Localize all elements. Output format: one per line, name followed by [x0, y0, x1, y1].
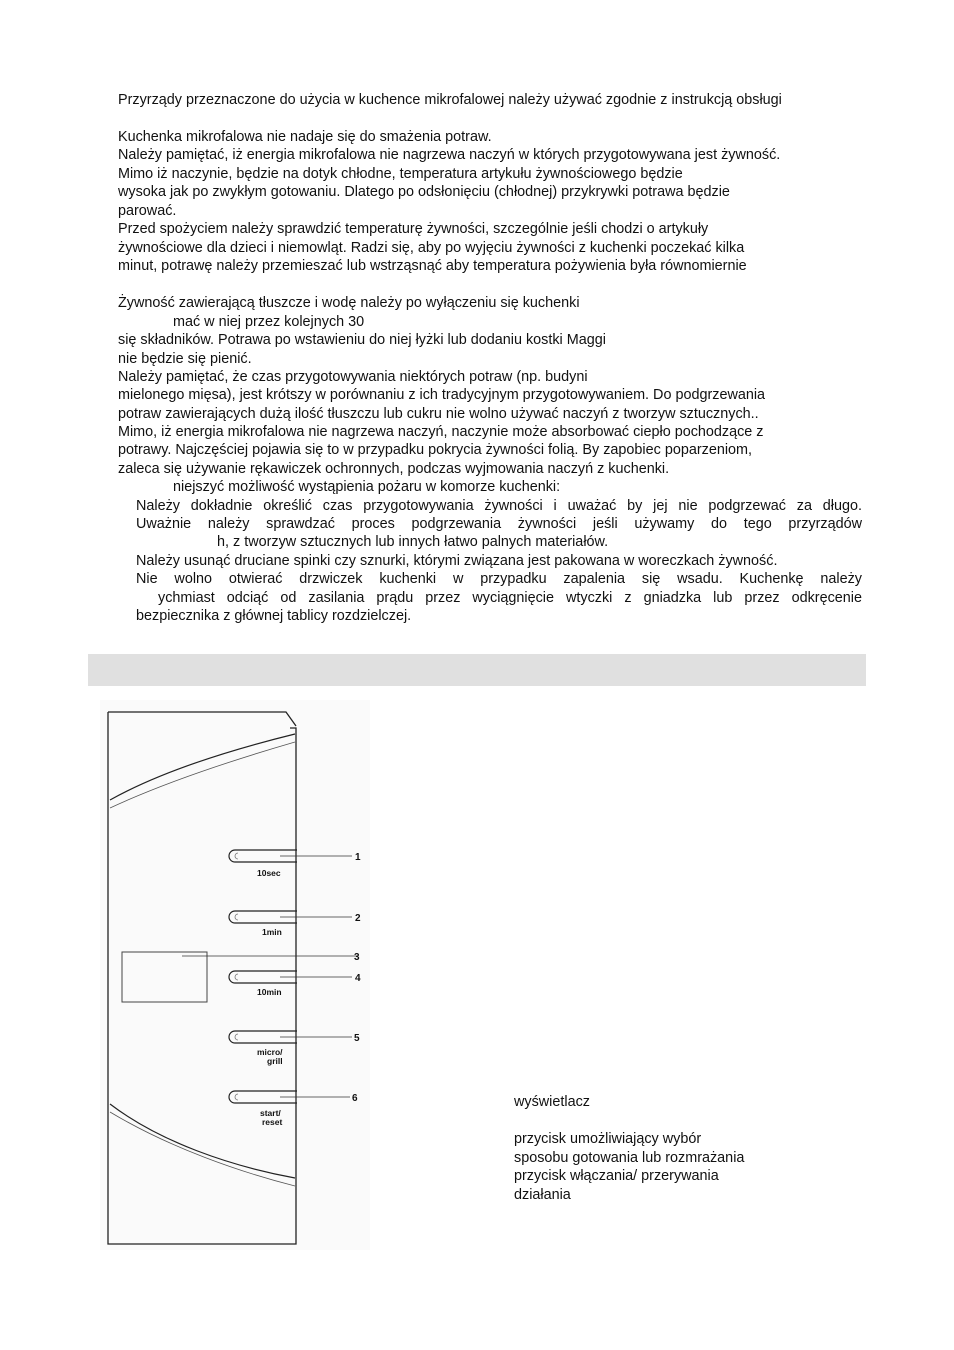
callout-number-3: 3 — [354, 952, 360, 963]
legend-start-line2: działania — [514, 1187, 571, 1203]
label-start: start/ — [260, 1108, 281, 1118]
text-line: h, z tworzyw sztucznych lub innych łatwo palnych materiałów. — [217, 534, 609, 550]
text-line: Należy dokładnie określić czas przygotowywania żywności i uważać by jej nie podgrzewać za długo. — [136, 498, 862, 514]
text-line: Mimo iż naczynie, będzie na dotyk chłodne, temperatura artykułu żywnościowego będzie — [118, 166, 683, 182]
label-reset: reset — [262, 1117, 283, 1127]
text-line: się składników. Potrawa po wstawieniu do niej łyżki lub dodaniu kostki Maggi — [118, 332, 606, 348]
text-line: mielonego mięsa), jest krótszy w porównaniu z ich tradycyjnym przygotowywaniem. Do podgrzewania — [118, 387, 766, 403]
text-line: Należy usunąć druciane spinki czy sznurki, którymi związana jest pakowana w woreczkach żywność. — [136, 553, 778, 569]
text-line: potrawy. Najczęściej pojawia się to w przypadku pokrycia żywności folią. By zapobiec poparzeniom, — [118, 442, 753, 458]
label-micro: micro/ — [257, 1047, 283, 1057]
text-line: Kuchenka mikrofalowa nie nadaje się do smażenia potraw. — [118, 129, 492, 145]
text-line: Przed spożyciem należy sprawdzić temperaturę żywności, szczególnie jeśli chodzi o artykuły — [118, 221, 709, 237]
callout-number-2: 2 — [355, 913, 361, 924]
callout-number-5: 5 — [354, 1033, 360, 1044]
text-line: Przyrządy przeznaczone do użycia w kuchence mikrofalowej należy używać zgodnie z instrukcją obsługi — [118, 92, 782, 108]
text-line: Należy pamiętać, iż energia mikrofalowa nie nagrzewa naczyń w których przygotowywana jest żywność. — [118, 147, 781, 163]
text-line: Nie wolno otwierać drzwiczek kuchenki w przypadku zapalenia się wsadu. Kuchenkę należy — [136, 571, 862, 587]
text-line: Należy pamiętać, że czas przygotowywania niektórych potraw (np. budyni — [118, 369, 588, 385]
text-line: wysoka jak po zwykłym gotowaniu. Dlatego po odsłonięciu (chłodnej) przykrywki potrawa będzie — [118, 184, 730, 200]
text-line: Żywność zawierającą tłuszcze i wodę należy po wyłączeniu się kuchenki — [118, 295, 580, 311]
label-grill: grill — [267, 1056, 283, 1066]
text-line: Mimo, iż energia mikrofalowa nie nagrzewa naczyń, naczynie może absorbować ciepło pochodzące z — [118, 424, 764, 440]
text-line: minut, potrawę należy przemieszać lub wstrząsnąć aby temperatura pożywienia była równomiernie — [118, 258, 747, 274]
text-line: bezpiecznika z głównej tablicy rozdzielczej. — [136, 608, 412, 624]
callout-number-4: 4 — [355, 973, 361, 984]
legend-display: wyświetlacz — [514, 1094, 590, 1110]
text-line: zaleca się używanie rękawiczek ochronnych, podczas wyjmowania naczyń z kuchenki. — [118, 461, 670, 477]
callout-number-1: 1 — [355, 852, 361, 863]
label-10sec: 10sec — [257, 868, 281, 878]
callout-number-6: 6 — [352, 1093, 358, 1104]
text-line: żywnościowe dla dzieci i niemowląt. Radzi się, aby po wyjęciu żywności z kuchenki poczekać kilka — [118, 240, 745, 256]
label-10min: 10min — [257, 987, 282, 997]
control-panel-diagram — [100, 700, 370, 1250]
text-line: niejszyć możliwość wystąpienia pożaru w komorze kuchenki: — [173, 479, 561, 495]
text-line: nie będzie się pienić. — [118, 351, 252, 367]
section-header-bar — [88, 654, 866, 686]
text-line: mać w niej przez kolejnych 30 — [173, 314, 365, 330]
legend-mode-line2: sposobu gotowania lub rozmrażania — [514, 1150, 745, 1166]
text-line: Uważnie należy sprawdzać proces podgrzewania żywności jeśli używamy do tego przyrządów — [136, 516, 862, 532]
text-line: parować. — [118, 203, 177, 219]
legend-mode-line1: przycisk umożliwiający wybór — [514, 1131, 702, 1147]
label-1min: 1min — [262, 927, 282, 937]
text-line: potraw zawierających dużą ilość tłuszczu lub cukru nie wolno używać naczyń z tworzyw sztucznych.. — [118, 406, 759, 422]
legend-start-line1: przycisk włączania/ przerywania — [514, 1168, 719, 1184]
panel-background — [100, 700, 370, 1250]
text-line: ychmiast odciąć od zasilania prądu przez wyciągnięcie wtyczki z gniadzka lub przez odkręcenie — [158, 590, 862, 606]
control-panel-svg — [100, 700, 370, 1250]
